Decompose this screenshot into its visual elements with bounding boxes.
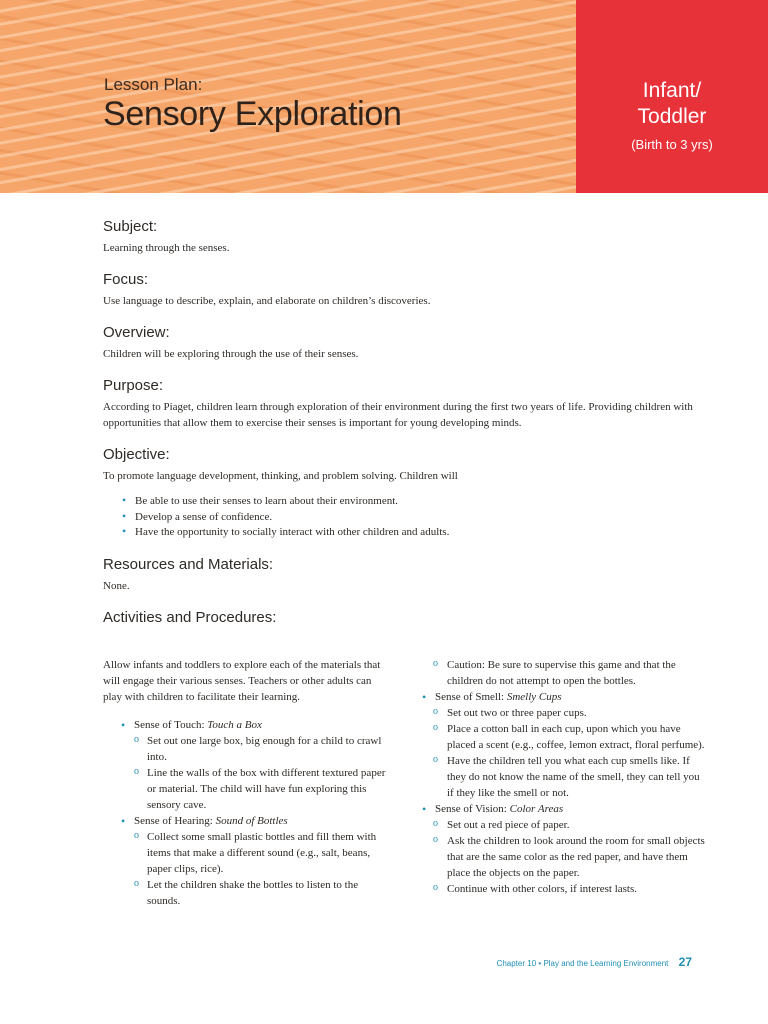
touch-item bbox=[103, 717, 393, 733]
list-item: • Be able to use their senses to learn about their environment. bbox=[122, 494, 698, 510]
touch-step: o Line the walls of the box with different textured paper or material. The child will have fun exploring this sensory cave. bbox=[103, 765, 393, 813]
objective-heading: Objective: bbox=[103, 446, 170, 463]
vision-item bbox=[417, 801, 707, 817]
purpose-heading: Purpose: bbox=[103, 377, 164, 394]
hearing-item bbox=[103, 813, 393, 829]
smell-label: Sense of Smell: bbox=[435, 691, 507, 703]
age-group-box bbox=[576, 0, 768, 193]
age-group-line1: Infant/ bbox=[642, 79, 702, 102]
objective-list bbox=[103, 494, 698, 541]
touch-title: Touch a Box bbox=[207, 719, 262, 731]
activities-intro: Allow infants and toddlers to explore each of the materials that will engage their various senses. Teachers or other adults can play with children to facilitate their learning. bbox=[103, 659, 381, 703]
smell-item bbox=[417, 689, 707, 705]
touch-step: o Set out one large box, big enough for a child to crawl into. bbox=[103, 733, 393, 765]
hearing-step: o Collect some small plastic bottles and fill them with items that make a different sound (e.g., salt, beans, paper clips, rice). bbox=[103, 829, 393, 877]
footer-chapter: Chapter 10 bbox=[496, 959, 537, 968]
page-number: 27 bbox=[678, 955, 692, 969]
overview-text: Children will be exploring through the use of their senses. bbox=[103, 348, 359, 360]
overview-section bbox=[103, 324, 698, 362]
resources-text: None. bbox=[103, 579, 130, 592]
vision-label: Sense of Vision: bbox=[435, 803, 510, 815]
page-title: Sensory Exploration bbox=[103, 95, 402, 133]
page-footer bbox=[497, 955, 692, 969]
smell-step: o Have the children tell you what each cup smells like. If they do not know the name of the smell, they can tell you if they like the smell or not. bbox=[417, 753, 707, 801]
subject-text: Learning through the senses. bbox=[103, 242, 230, 254]
activities-heading: Activities and Procedures: bbox=[103, 608, 277, 626]
age-group-line2: Toddler bbox=[637, 105, 707, 128]
vision-step: o Set out a red piece of paper. bbox=[417, 817, 707, 833]
lesson-plan-kicker: Lesson Plan: bbox=[104, 75, 203, 94]
hearing-step: o Let the children shake the bottles to listen to the sounds. bbox=[103, 877, 393, 909]
hearing-step: o Caution: Be sure to supervise this game and that the children do not attempt to open the bottles. bbox=[417, 657, 707, 689]
footer-separator: • bbox=[538, 959, 542, 968]
header-banner bbox=[0, 0, 576, 193]
subject-heading: Subject: bbox=[103, 218, 158, 235]
purpose-text: According to Piaget, children learn through exploration of their environment during the first two years of life. Providing children with opportunities that allow them to exercise their senses is important for young developing minds. bbox=[103, 401, 693, 429]
activities-right-column bbox=[417, 657, 707, 897]
focus-heading: Focus: bbox=[103, 271, 149, 288]
overview-heading: Overview: bbox=[103, 324, 170, 341]
activities-left-column bbox=[103, 657, 393, 909]
objective-text: To promote language development, thinking, and problem solving. Children will bbox=[103, 470, 458, 482]
smell-step: o Set out two or three paper cups. bbox=[417, 705, 707, 721]
list-item: • Develop a sense of confidence. bbox=[122, 510, 698, 526]
smell-title: Smelly Cups bbox=[506, 691, 562, 703]
lesson-content bbox=[103, 218, 698, 631]
subject-section bbox=[103, 218, 698, 256]
touch-label: Sense of Touch: bbox=[134, 719, 208, 731]
hearing-label: Sense of Hearing: bbox=[134, 815, 216, 827]
vision-step: o Ask the children to look around the room for small objects that are the same color as the red paper, and have them place the objects on the paper. bbox=[417, 833, 707, 881]
vision-step: o Continue with other colors, if interest lasts. bbox=[417, 881, 707, 897]
focus-section bbox=[103, 271, 698, 309]
footer-chapter-title: Play and the Learning Environment bbox=[543, 959, 669, 968]
list-item: • Have the opportunity to socially interact with other children and adults. bbox=[122, 525, 698, 541]
age-range: (Birth to 3 yrs) bbox=[631, 137, 713, 152]
hearing-title: Sound of Bottles bbox=[215, 815, 288, 827]
resources-section bbox=[103, 556, 698, 594]
focus-text: Use language to describe, explain, and elaborate on children’s discoveries. bbox=[103, 295, 431, 307]
vision-title: Color Areas bbox=[509, 803, 564, 815]
resources-heading: Resources and Materials: bbox=[103, 555, 274, 573]
smell-step: o Place a cotton ball in each cup, upon which you have placed a scent (e.g., coffee, lemon extract, floral perfume). bbox=[417, 721, 707, 753]
objective-section bbox=[103, 446, 698, 541]
purpose-section bbox=[103, 377, 698, 431]
